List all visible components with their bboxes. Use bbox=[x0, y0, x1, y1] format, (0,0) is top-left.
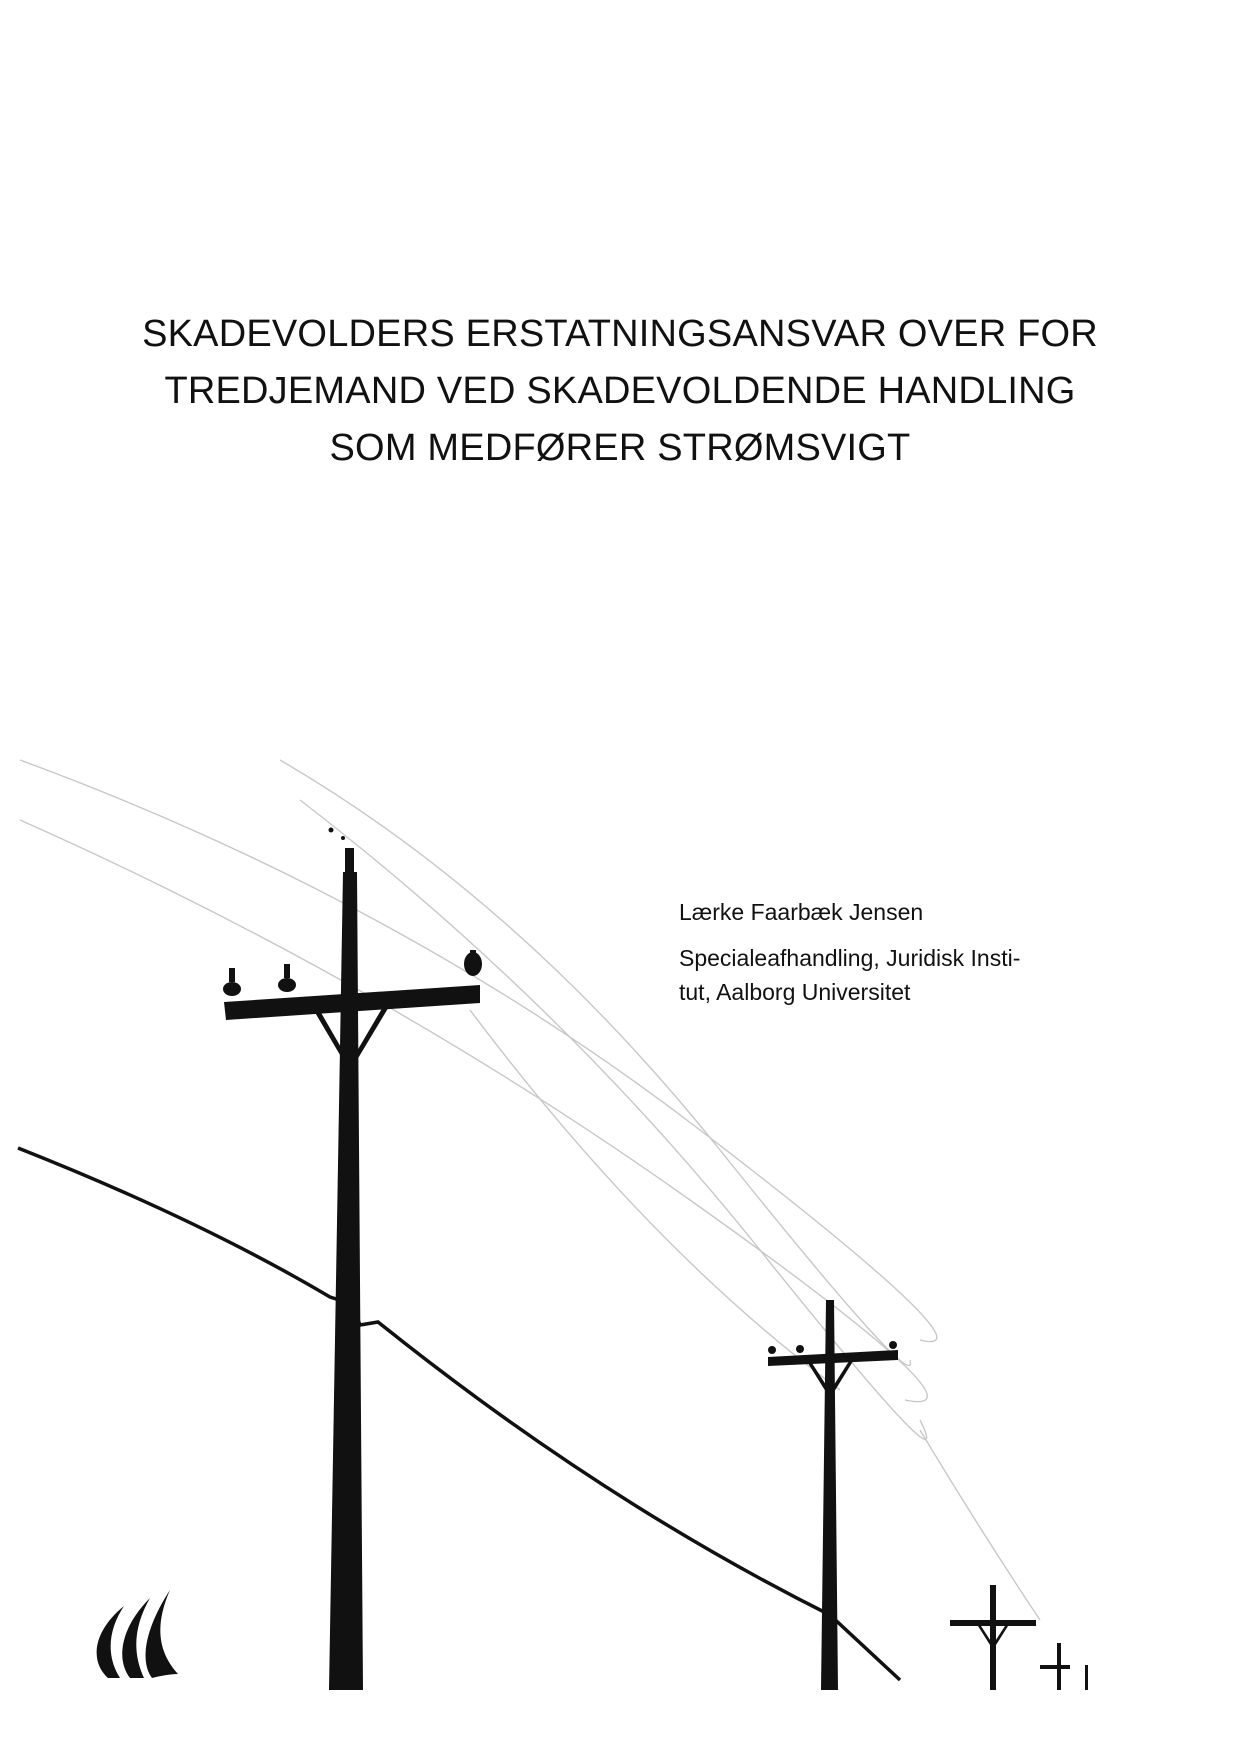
author-info bbox=[679, 895, 1099, 1009]
document-title bbox=[120, 306, 1120, 477]
affiliation-line-1: Specialeafhandling, Juridisk Insti- bbox=[679, 945, 1021, 971]
title-line-1: SKADEVOLDERS ERSTATNINGSANSVAR OVER FOR bbox=[142, 313, 1098, 355]
title-line-2: TREDJEMAND VED SKADEVOLDENDE HANDLING bbox=[164, 370, 1076, 412]
university-logo-icon bbox=[86, 1582, 186, 1682]
author-name: Lærke Faarbæk Jensen bbox=[679, 899, 924, 925]
title-line-3: SOM MEDFØRER STRØMSVIGT bbox=[329, 427, 911, 469]
affiliation-line-2: tut, Aalborg Universitet bbox=[679, 979, 911, 1005]
